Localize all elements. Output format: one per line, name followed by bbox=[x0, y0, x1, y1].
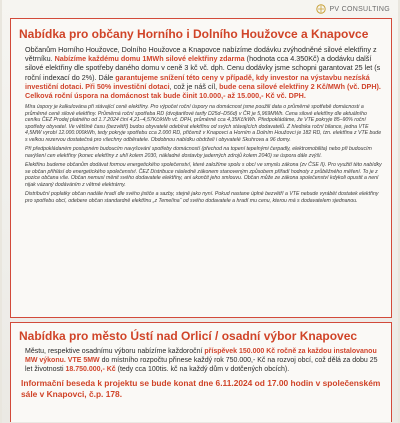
body-text: Občanům Horního Houžovce, Dolního Houžovce a Knapovce nabízíme dodávku zvýhodněné silové elektřiny z větrníku. bbox=[25, 45, 377, 64]
town-offer-lead bbox=[25, 347, 383, 374]
body-text: Městu, respektive osadnímu výboru nabízíme každoroční bbox=[25, 348, 205, 355]
highlighted-text: 18.750.000,- Kč bbox=[65, 366, 116, 373]
citizens-offer-lead bbox=[25, 45, 383, 100]
flyer-page bbox=[2, 0, 398, 423]
citizens-offer-section bbox=[10, 18, 392, 318]
logo-mark-icon bbox=[316, 4, 326, 14]
detail-paragraph: Elektřinu budeme občanům dodávat formou energetického společenství, které založíme spolu s obcí ve smyslu zákona (zv ČSE II). Pro využití této nabídky se občan přihlásí do energetického společenství. ČEZ Distribuce následně zákonem stanoveným způsobem přiřadí hodnoty z průběžného měření. To je z pozice občana vše. Občan nemusí měnit svého dodavatele elektřiny, ani ukončit jeho smlouvu. Občan může ze zákona společenství kdykoli opustit a není nijak vázaný dodáváním z větrné elektrárny. bbox=[25, 162, 382, 188]
citizens-offer-title: Nabídka pro občany Horního i Dolního Houžovce a Knapovce bbox=[19, 27, 369, 41]
detail-paragraph: Při předpokládaném postupném budoucím navyšování spotřeby domácností (přechod na topení tepelnými čerpadly, elektromobilita) nebo při budoucím navýšení cen elektřiny (konec elektřiny z uhlí kolem 2030, nákladné dostavby jaderných zdrojů kolem 2040) se úspora dále zvýší. bbox=[25, 146, 372, 159]
body-text: (hodnota cca 4.350Kč) a dodávku další silové elektřiny dle spotřeby daného domu v ceně 3 kč vč. dph. Cenu dodávky jsme schopni garantovat 25 let (s roční indexací do 2%). Dále bbox=[25, 54, 381, 82]
highlighted-text: příspěvek 150.000 Kč ročně za každou instalovanou MW výkonu. VTE 5MW bbox=[25, 348, 377, 364]
detail-paragraph: Distribuční poplatky občan nadále hradí dle svého jističe a sazby, stejně jako nyní. Pokud nastane úplné bezvětří a VTE nebude vyrábět dostatek elektřiny pro spotřebu obcí, odebere občan standardně elektřinu „z Temelína“ od svého dodavatele a hradí mu cenu, kterou má s dodavatelem sjednanou. bbox=[25, 191, 379, 204]
highlighted-text: Nabízíme každému domu 1MWh silové elektřiny zdarma bbox=[54, 54, 245, 64]
town-offer-title: Nabídka pro město Ústí nad Orlicí / osadní výbor Knapovec bbox=[19, 329, 358, 343]
body-text: , což je náš cíl, bbox=[169, 81, 220, 91]
detail-paragraph: Míra úspory je kalkulována při stávající ceně elektřiny. Pro výpočet roční úspory na domácnost jsme použili data o průměrné spotřebě domácnosti a průměrné ceně silové elektřiny. Průměrná roční spotřeba RD (dvojtarifové tarify D25d–D56d) v ČR je 5,969MWh. Cena silové elektřiny dle aktuálního ceníku ČEZ Prodej platného od 1.7.2024 činí 4,21–4,57Kč/kWh vč. DPH, průměrně cca 4,35Kč/kWh. Předpokládáme, že VTE pokryje 85–90% roční spotřeby obyvatel. Ve většině času (bezvětří) budou obyvatelé odebírat elektřinu od svých stávajících dodavatelů. Z hlediska roční bilance, jedna VTE 4,5MW vyrobí 12.000.000kWh, tedy pokryje spotřebu cca 2.000 RD, přičemž v Knapovci a Horním a Dolním Houžovci je 182 RD, tzn. elektřina z VTE bude s velkou rezervou dostatečná pro všechny odběratele. Obdobnou nabídku obdrželi i obyvatelé Skuhrova a 96 domy. bbox=[25, 104, 382, 143]
highlighted-text: garantujeme snížení této ceny v případě, kdy investor na výstavbu nezíská investiční dotaci. Při 50% investiční dotaci bbox=[25, 72, 370, 91]
company-logo bbox=[316, 4, 390, 14]
citizens-offer-details bbox=[11, 104, 391, 204]
body-text: do místního rozpočtu přinese každý rok 750.000,- Kč na rozvoj obcí, což dělá za dobu 25 let životnosti bbox=[25, 357, 378, 373]
logo-text: PV CONSULTING bbox=[329, 5, 390, 13]
town-offer-section bbox=[10, 322, 392, 422]
highlighted-text: bude cena silové elektřiny 2 Kč/MWh (vč. DPH). Celková roční úspora na domácnost tak bude činit 10.000,- až 15.000,- Kč vč. DPH. bbox=[25, 81, 381, 101]
body-text: (tedy cca 100tis. kč na každý dům v dotčených obcích). bbox=[115, 366, 290, 373]
info-meeting-notice: Informační beseda k projektu se bude konat dne 6.11.2024 od 17.00 hodin v společenském sále v Knapovci, č.p. 178. bbox=[21, 378, 381, 399]
